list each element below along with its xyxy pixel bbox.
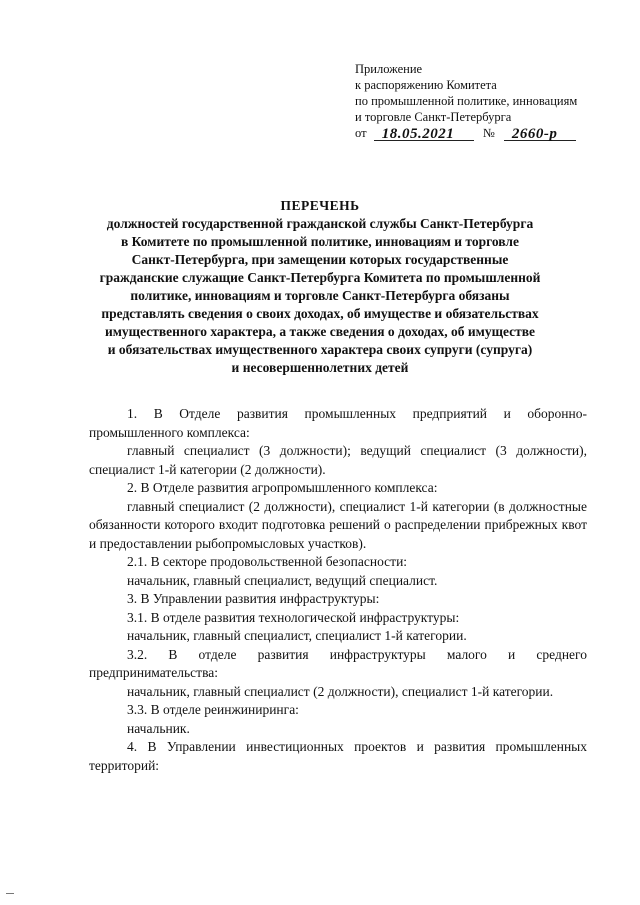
title-line: Санкт-Петербурга, при замещении которых государственные: [131, 252, 509, 267]
number-field: [504, 126, 576, 141]
list-item-3-3: 3.3. В отделе реинжиниринга:: [127, 702, 299, 717]
list-item-1: 1. В Отделе развития промышленных предприятий и оборонно-промышленного комплекса:: [89, 406, 587, 440]
title-line: представлять сведения о своих доходах, об имуществе и обязательствах: [101, 306, 539, 321]
title-line: политике, инновациям и торговле Санкт-Петербурга обязаны: [130, 288, 510, 303]
title-line: в Комитете по промышленной политике, инновациям и торговле: [121, 234, 519, 249]
list-item-2-1: 2.1. В секторе продовольственной безопасности:: [127, 554, 408, 569]
list-item-2: 2. В Отделе развития агропромышленного комплекса:: [127, 480, 438, 495]
list-item-3-3-positions: начальник.: [127, 720, 190, 736]
appendix-line: и торговле Санкт-Петербурга: [355, 110, 512, 124]
document-body: [89, 405, 587, 775]
document-title: [80, 197, 560, 377]
list-item-3-2: 3.2. В отделе развития инфраструктуры малого и среднего предпринимательства:: [89, 646, 587, 680]
scan-mark: [6, 893, 14, 894]
handwritten-date: 18.05.2021: [381, 126, 455, 142]
list-item-3-2-positions: начальник, главный специалист (2 должности), специалист 1-й категории.: [127, 683, 554, 699]
list-item-3-1-positions: начальник, главный специалист, специалист 1-й категории.: [127, 628, 467, 643]
handwritten-number: 2660-р: [511, 126, 558, 142]
title-line: гражданские служащие Санкт-Петербурга Комитета по промышленной: [99, 270, 541, 285]
appendix-date-number-line: [355, 125, 625, 141]
title-line: должностей государственной гражданской службы Санкт-Петербурга: [106, 216, 534, 231]
from-label: от: [355, 126, 367, 140]
appendix-line: Приложение: [355, 62, 423, 76]
title-line: имущественного характера, а также сведения о доходах, об имуществе: [104, 324, 536, 339]
list-item-2-1-positions: начальник, главный специалист, ведущий специалист.: [127, 572, 438, 588]
list-item-3-1: 3.1. В отделе развития технологической инфраструктуры:: [127, 609, 460, 625]
appendix-block: [355, 61, 625, 141]
number-label: №: [482, 126, 495, 140]
date-field: [374, 126, 474, 141]
title-line: и обязательствах имущественного характера своих супруги (супруга): [107, 342, 533, 357]
appendix-line: по промышленной политике, инновациям: [355, 94, 578, 108]
list-item-4: 4. В Управлении инвестиционных проектов и развития промышленных территорий:: [89, 739, 587, 773]
title-heading: ПЕРЕЧЕНЬ: [280, 198, 360, 213]
list-item-1-positions: главный специалист (3 должности); ведущий специалист (3 должности), специалист 1-й категории (2 должности).: [89, 443, 587, 477]
appendix-line: к распоряжению Комитета: [355, 78, 497, 92]
list-item-3: 3. В Управлении развития инфраструктуры:: [127, 591, 380, 606]
list-item-2-positions: главный специалист (2 должности), специалист 1-й категории (в должностные обязанности которого входит подготовка решений о распределении прибрежных квот и предоставлении рыбопромысловых участков).: [89, 498, 587, 551]
title-line: и несовершеннолетних детей: [231, 360, 409, 375]
